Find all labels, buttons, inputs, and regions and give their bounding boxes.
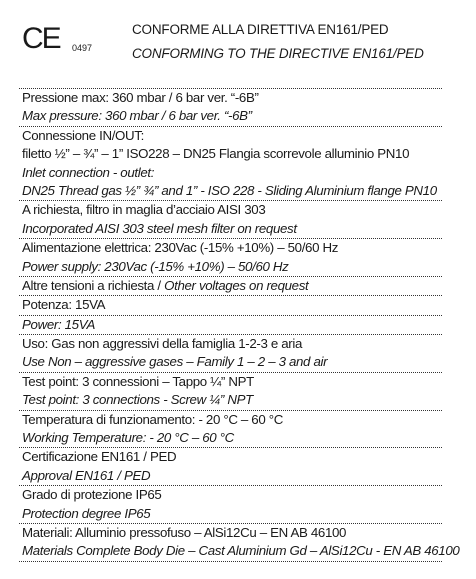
spec-line: Potenza: 15VA — [22, 297, 106, 313]
spec-row — [19, 89, 442, 127]
spec-text-part: Other voltages on request — [164, 277, 309, 293]
spec-row — [19, 411, 442, 449]
spec-line: Temperatura di funzionamento: - 20 °C – 60 °C — [22, 411, 283, 427]
spec-row — [19, 296, 442, 315]
spec-line: Power supply: 230Vac (-15% +10%) – 50/60 Hz — [22, 258, 289, 274]
spec-line: Uso: Gas non aggressivi della famiglia 1-2-3 e aria — [22, 336, 302, 352]
certification-header — [0, 0, 476, 88]
notified-body-number: 0497 — [72, 43, 93, 53]
spec-line: Use Non – aggressive gases – Family 1 – 2 – 3 and air — [22, 354, 328, 370]
spec-row — [19, 448, 442, 486]
spec-row — [19, 127, 442, 202]
spec-row — [19, 316, 442, 335]
spec-row — [19, 335, 442, 373]
spec-line: Working Temperature: - 20 °C – 60 °C — [22, 430, 234, 446]
spec-row — [19, 486, 442, 524]
spec-line: DN25 Thread gas ½” ¾” and 1” - ISO 228 - Sliding Aluminium flange PN10 — [22, 182, 437, 198]
directive-title-english: CONFORMING TO THE DIRECTIVE EN161/PED — [132, 46, 424, 61]
spec-line — [22, 277, 442, 295]
spec-line: A richiesta, filtro in maglia d’acciaio AISI 303 — [22, 202, 266, 218]
spec-row — [19, 201, 442, 239]
spec-line: Test point: 3 connessioni – Tappo ¼” NPT — [22, 373, 254, 389]
spec-row — [19, 373, 442, 411]
spec-row — [19, 524, 460, 562]
spec-line: Pressione max: 360 mbar / 6 bar ver. “-6B” — [22, 90, 259, 105]
ce-mark-logo: CE — [22, 22, 60, 55]
spec-row — [19, 277, 442, 296]
spec-line: Materials Complete Body Die – Cast Aluminium Gd – AlSi12Cu - EN AB 46100 — [22, 543, 460, 559]
spec-line: Incorporated AISI 303 steel mesh filter on request — [22, 220, 297, 236]
spec-line: Grado di protezione IP65 — [22, 487, 162, 503]
specifications-table — [19, 88, 460, 562]
directive-title-italian: CONFORME ALLA DIRETTIVA EN161/PED — [132, 22, 389, 37]
spec-line: filetto ½” – ¾” – 1” ISO228 – DN25 Flangia scorrevole alluminio PN10 — [22, 146, 410, 162]
spec-line: Alimentazione elettrica: 230Vac (-15% +10%) – 50/60 Hz — [22, 240, 339, 256]
spec-line: Power: 15VA — [22, 316, 96, 332]
spec-line: Max pressure: 360 mbar / 6 bar ver. “-6B” — [22, 108, 252, 124]
spec-line: Connessione IN/OUT: — [22, 127, 144, 143]
spec-line: Inlet connection - outlet: — [22, 164, 155, 180]
spec-line: Test point: 3 connections - Screw ¼” NPT — [22, 392, 253, 408]
spec-line: Materiali: Alluminio pressofuso – AlSi12Cu – EN AB 46100 — [22, 524, 347, 540]
spec-line: Certificazione EN161 / PED — [22, 449, 177, 465]
spec-line: Approval EN161 / PED — [22, 467, 151, 483]
spec-row — [19, 239, 442, 277]
spec-line: Protection degree IP65 — [22, 505, 151, 521]
spec-text-part: Altre tensioni a richiesta / — [22, 277, 165, 293]
